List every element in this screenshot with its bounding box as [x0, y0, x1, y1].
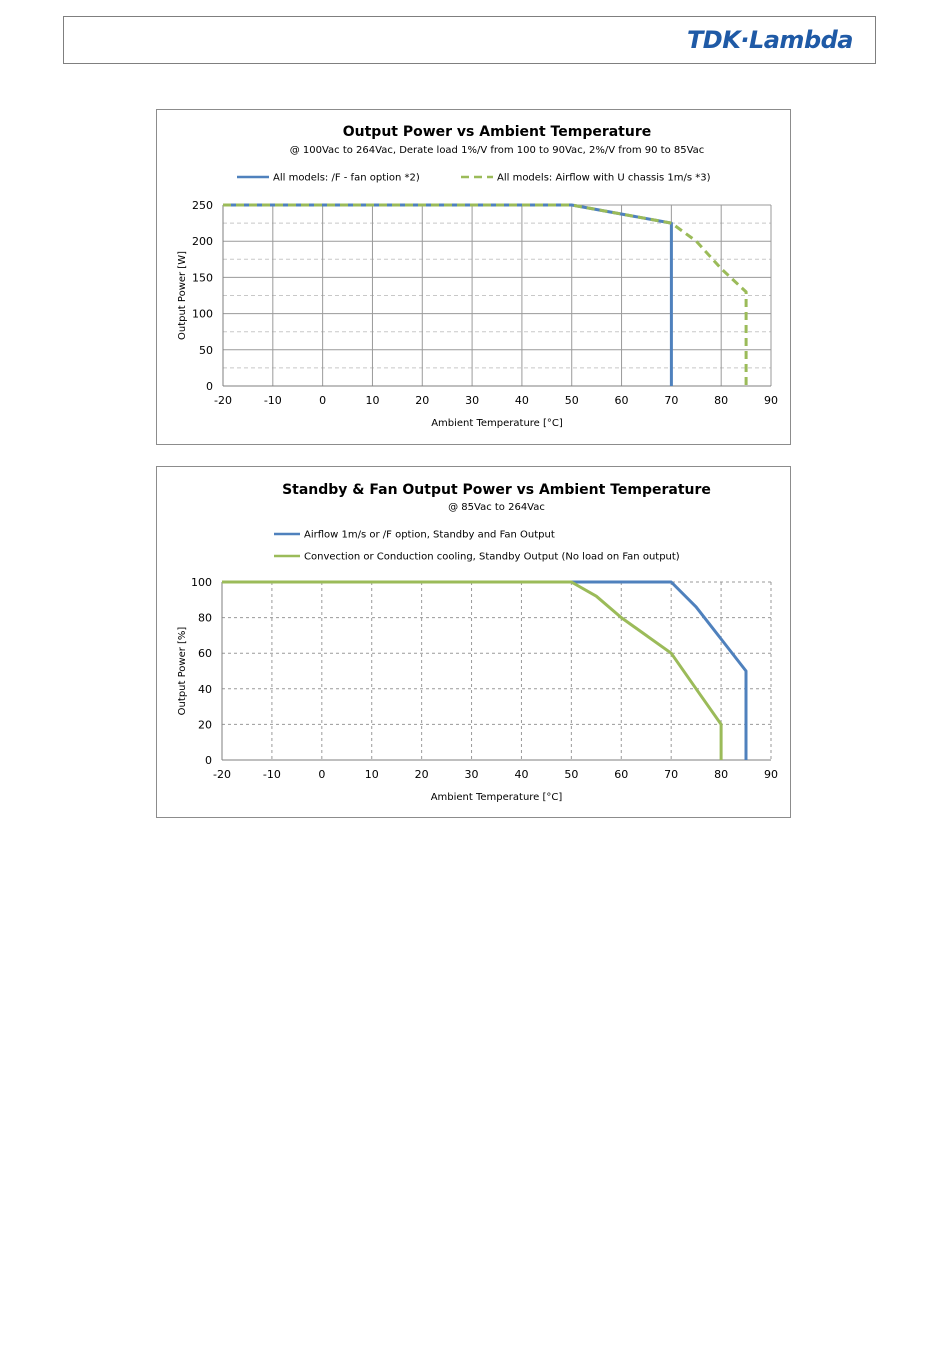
- y-tick-label: 100: [191, 576, 212, 589]
- x-tick-label: 0: [318, 768, 326, 781]
- x-tick-label: 50: [564, 394, 579, 407]
- output-power-chart: [156, 109, 791, 445]
- legend-label: Convection or Conduction cooling, Standby Output (No load on Fan output): [304, 551, 680, 563]
- x-tick-label: 40: [514, 394, 529, 407]
- x-tick-label: -10: [262, 768, 281, 781]
- standby-fan-power-chart: [156, 466, 791, 818]
- x-tick-label: 80: [714, 394, 729, 407]
- tdk-lambda-logo: TDK·Lambda: [686, 26, 853, 54]
- y-tick-label: 60: [198, 647, 212, 661]
- x-tick-label: 60: [614, 768, 629, 781]
- page-header: [63, 16, 876, 64]
- series-line: [222, 582, 746, 760]
- standby-fan-power-chart-svg: [157, 467, 790, 817]
- x-tick-label: 10: [365, 394, 380, 407]
- y-tick-label: 100: [192, 307, 213, 321]
- legend-label: All models: /F - fan option *2): [273, 172, 420, 184]
- chart-subtitle: @ 85Vac to 264Vac: [448, 502, 545, 513]
- x-tick-label: -10: [263, 394, 282, 407]
- x-tick-label: 20: [414, 768, 429, 781]
- y-axis-label: Output Power [%]: [177, 626, 188, 716]
- x-tick-label: 60: [614, 394, 629, 407]
- x-tick-label: 70: [664, 768, 679, 781]
- legend-label: All models: Airflow with U chassis 1m/s *3): [497, 172, 711, 184]
- chart-title: Output Power vs Ambient Temperature: [342, 124, 652, 140]
- output-power-chart-svg: [157, 110, 790, 444]
- x-tick-label: 50: [564, 768, 579, 781]
- y-tick-label: 80: [198, 611, 212, 625]
- x-tick-label: 0: [319, 394, 327, 407]
- y-tick-label: 40: [198, 682, 212, 696]
- x-tick-label: 70: [664, 394, 679, 407]
- chart-title: Standby & Fan Output Power vs Ambient Temperature: [282, 482, 711, 498]
- x-axis-label: Ambient Temperature [°C]: [430, 792, 563, 803]
- x-tick-label: 40: [514, 768, 529, 781]
- y-tick-label: 0: [205, 754, 212, 767]
- y-tick-label: 50: [199, 343, 213, 357]
- x-tick-label: 30: [464, 768, 479, 781]
- y-tick-label: 200: [192, 235, 213, 249]
- x-tick-label: 10: [364, 768, 379, 781]
- x-tick-label: -20: [214, 394, 232, 407]
- x-tick-label: -20: [213, 768, 231, 781]
- y-tick-label: 20: [198, 718, 212, 732]
- x-tick-label: 30: [465, 394, 480, 407]
- y-tick-label: 150: [192, 271, 213, 285]
- x-axis-label: Ambient Temperature [°C]: [431, 418, 563, 429]
- x-tick-label: 80: [714, 768, 729, 781]
- x-tick-label: 90: [764, 394, 778, 407]
- y-tick-label: 0: [206, 380, 213, 393]
- x-tick-label: 20: [415, 394, 430, 407]
- y-tick-label: 250: [192, 199, 213, 212]
- chart-subtitle: @ 100Vac to 264Vac, Derate load 1%/V from 100 to 90Vac, 2%/V from 90 to 85Vac: [289, 145, 705, 156]
- y-axis-label: Output Power [W]: [177, 250, 188, 341]
- x-tick-label: 90: [764, 768, 778, 781]
- legend-label: Airflow 1m/s or /F option, Standby and Fan Output: [304, 529, 555, 541]
